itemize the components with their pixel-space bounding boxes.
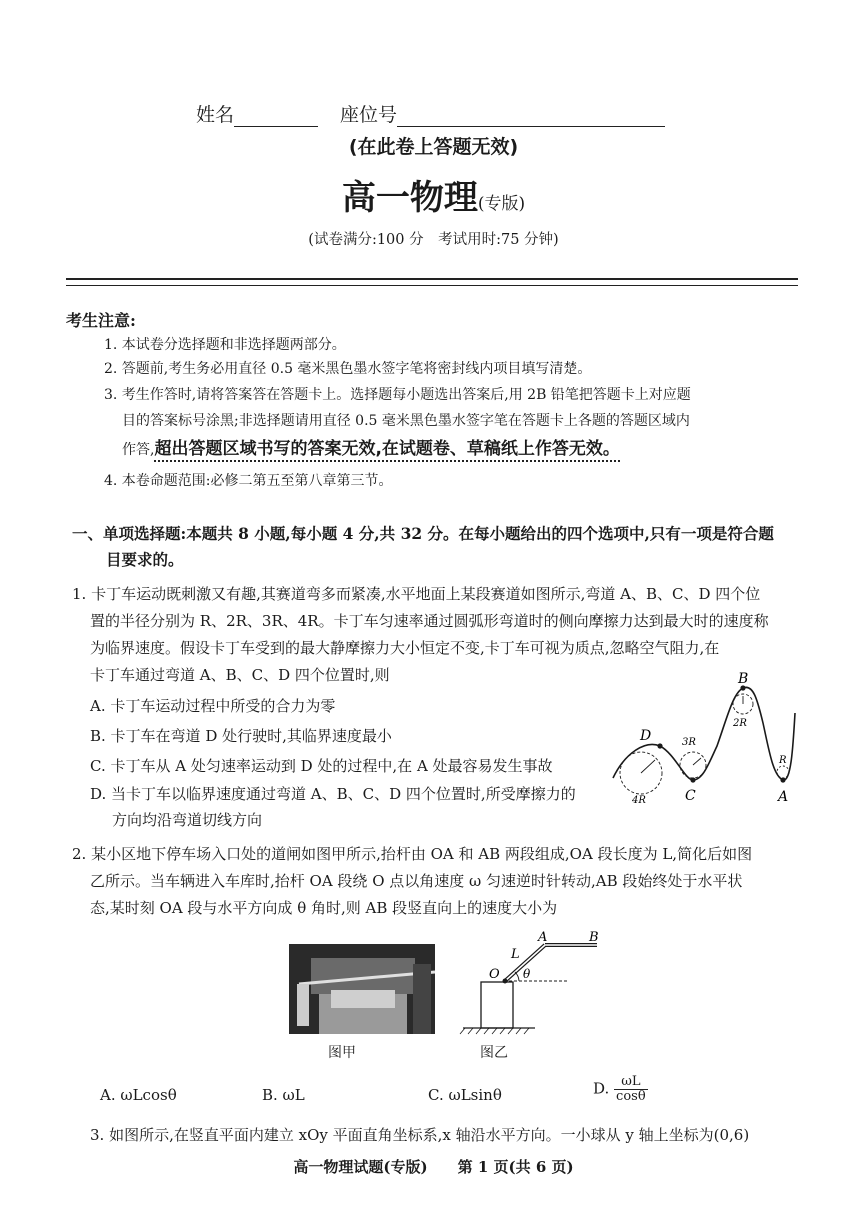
q2-gate-diagram <box>455 926 615 1038</box>
q2-line3: 态,某时刻 OA 段与水平方向成 θ 角时,则 AB 段竖直向上的速度大小为 <box>90 899 558 917</box>
notice-item-3-prefix: 作答, <box>122 442 155 458</box>
q1-label-a: A <box>778 789 789 805</box>
q2-option-d-prefix: D. <box>593 1079 610 1098</box>
q2-line2: 乙所示。当车辆进入车库时,抬杆 OA 段绕 O 点以角速度 ω 匀速逆时针转动,AB 段始终处于水平状 <box>90 872 743 890</box>
q1-point-d <box>657 743 662 748</box>
q1-track-figure <box>605 668 805 818</box>
header-rule-thin <box>66 285 798 286</box>
q2-option-c: C. ωLsinθ <box>428 1086 502 1104</box>
q1-label-b: B <box>738 671 749 687</box>
notice-item-1: 1. 本试卷分选择题和非选择题两部分。 <box>104 337 346 353</box>
pivot-o <box>503 979 508 984</box>
seat-label: 座位号 <box>340 104 398 126</box>
q2-option-a: A. ωLcosθ <box>100 1086 177 1104</box>
q1-label-r: R <box>779 755 787 766</box>
notice-item-2: 2. 答题前,考生务必用直径 0.5 毫米黑色墨水签字笔将密封线内项目填写清楚。 <box>104 361 592 377</box>
section-1-line1: 一、单项选择题:本题共 8 小题,每小题 4 分,共 32 分。在每小题给出的四个选项中,只有一项是符合题 <box>72 524 774 543</box>
q2-fig1-caption: 图甲 <box>328 1045 356 1061</box>
label-a: A <box>538 930 548 945</box>
q1-option-c: C. 卡丁车从 A 处匀速率运动到 D 处的过程中,在 A 处最容易发生事故 <box>90 757 553 775</box>
photo-barrier-post <box>297 984 309 1026</box>
q2-option-d-fraction <box>614 1075 648 1104</box>
q2-line1: 2. 某小区地下停车场入口处的道闸如图甲所示,抬杆由 OA 和 AB 两段组成,OA 段长度为 L,简化后如图 <box>72 845 753 863</box>
page-title-block <box>0 170 867 219</box>
q1-line4: 卡丁车通过弯道 A、B、C、D 四个位置时,则 <box>90 666 390 684</box>
seat-field <box>340 100 665 127</box>
q2-fig2-caption: 图乙 <box>480 1045 508 1061</box>
q1-point-c <box>690 777 695 782</box>
edition-label: (专版) <box>477 194 526 214</box>
q3-line1: 3. 如图所示,在竖直平面内建立 xOy 平面直角坐标系,x 轴沿水平方向。一小球从 y 轴上坐标为(0,6) <box>90 1126 750 1144</box>
name-field <box>196 100 318 127</box>
exam-info: (试卷满分:100 分 考试用时:75 分钟) <box>308 232 559 248</box>
q2-option-d-numerator: ωL <box>614 1075 648 1090</box>
q2-photo-figure <box>289 944 435 1034</box>
page-footer: 高一物理试题(专版) 第 1 页(共 6 页) <box>293 1158 574 1176</box>
q1-line2: 置的半径分别为 R、2R、3R、4R。卡丁车匀速率通过圆弧形弯道时的侧向摩擦力达到最大时的速度称 <box>90 612 769 630</box>
section-1-line2: 目要求的。 <box>106 550 184 569</box>
q2-option-d-denominator: cosθ <box>616 1089 646 1104</box>
q1-radius-d <box>641 760 655 773</box>
q1-line1: 1. 卡丁车运动既刺激又有趣,其赛道弯多而紧凑,水平地面上某段赛道如图所示,弯道 A、B、C、D 四个位 <box>72 585 761 603</box>
q1-line3: 为临界速度。假设卡丁车受到的最大静摩擦力大小恒定不变,卡丁车可视为质点,忽略空气阻力,在 <box>90 639 720 657</box>
header-rule-thick <box>66 278 798 280</box>
notice-emphasis: 超出答题区域书写的答案无效,在试题卷、草稿纸上作答无效。 <box>154 439 619 462</box>
q1-label-2r: 2R <box>733 718 747 729</box>
q1-label-c: C <box>685 788 696 804</box>
invalid-note: (在此卷上答题无效) <box>348 136 519 158</box>
ground-hatch <box>460 1028 529 1034</box>
label-l: L <box>511 947 520 962</box>
label-b: B <box>589 930 599 945</box>
q1-point-a <box>780 777 785 782</box>
q1-radius-c <box>693 758 701 765</box>
q1-label-4r: 4R <box>632 795 646 806</box>
q1-circle-a <box>777 766 789 778</box>
label-theta: θ <box>523 967 531 981</box>
gate-post <box>481 982 513 1028</box>
q1-label-3r: 3R <box>682 737 696 748</box>
q1-label-d: D <box>640 728 652 744</box>
q1-option-b: B. 卡丁车在弯道 D 处行驶时,其临界速度最小 <box>90 727 392 745</box>
photo-right-wall <box>413 964 431 1034</box>
q2-option-d <box>593 1075 648 1104</box>
photo-light <box>331 990 395 1008</box>
notice-item-3-line2: 目的答案标号涂黑;非选择题请用直径 0.5 毫米黑色墨水签字笔在答题卡上各题的答题区域内 <box>122 413 690 429</box>
q1-option-d-line2: 方向均沿弯道切线方向 <box>112 811 263 829</box>
page-title: 高一物理 <box>341 178 478 218</box>
q2-option-b: B. ωL <box>262 1086 305 1104</box>
seat-blank <box>397 108 665 127</box>
name-blank <box>234 108 318 127</box>
notice-item-3-line1: 3. 考生作答时,请将答案答在答题卡上。选择题每小题选出答案后,用 2B 铅笔把答题卡上对应题 <box>104 387 691 403</box>
notice-item-3-line3 <box>122 438 620 461</box>
notice-item-4: 4. 本卷命题范围:必修二第五至第八章第三节。 <box>104 473 393 489</box>
name-label: 姓名 <box>196 104 235 126</box>
notice-heading: 考生注意: <box>66 311 136 330</box>
label-o: O <box>489 967 500 982</box>
q1-option-d-line1: D. 当卡丁车以临界速度通过弯道 A、B、C、D 四个位置时,所受摩擦力的 <box>90 785 576 803</box>
q1-option-a: A. 卡丁车运动过程中所受的合力为零 <box>90 697 336 715</box>
